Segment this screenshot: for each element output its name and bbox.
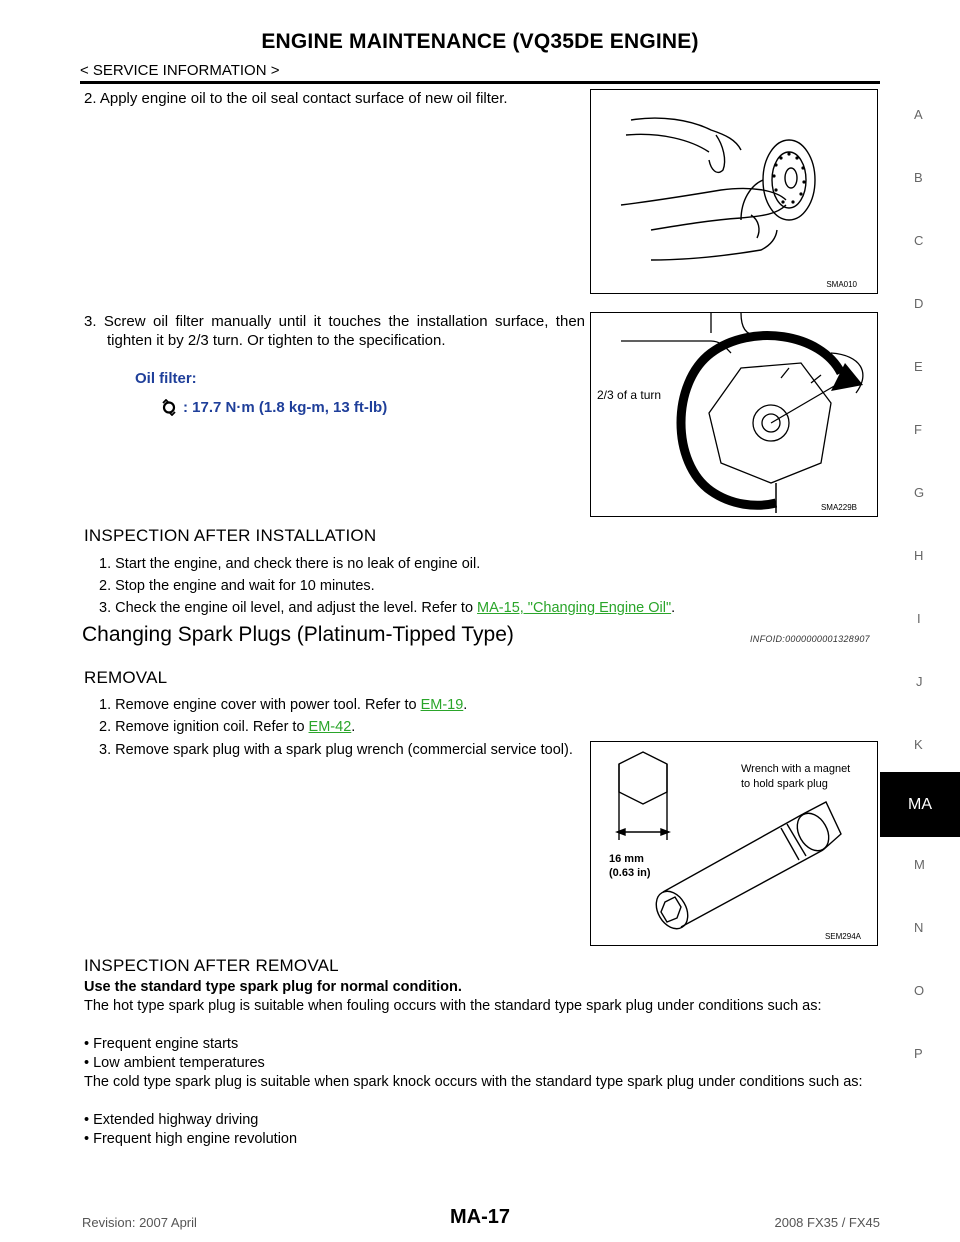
figure-filter-turn	[590, 312, 878, 517]
index-letter-i[interactable]: I	[917, 611, 921, 626]
list-item-punct: .	[671, 600, 676, 616]
index-letter-j[interactable]: J	[916, 674, 923, 689]
spec-value: : 17.7 N·m (1.8 kg-m, 13 ft-lb)	[183, 399, 388, 416]
list-item-text: 2. Remove ignition coil. Refer to	[99, 719, 309, 735]
section-index	[880, 0, 960, 1242]
footer-revision: Revision: 2007 April	[82, 1215, 197, 1230]
list-item-remove-spark-plug: 3. Remove spark plug with a spark plug wrench (commercial service tool).	[99, 742, 573, 758]
list-item: 2. Stop the engine and wait for 10 minutes.	[99, 578, 375, 594]
page-title: ENGINE MAINTENANCE (VQ35DE ENGINE)	[261, 30, 699, 53]
index-letter-e[interactable]: E	[914, 359, 923, 374]
link-em-19[interactable]: EM-19	[420, 697, 464, 713]
page-number: MA-17	[449, 1206, 510, 1228]
index-letter-d[interactable]: D	[914, 296, 924, 311]
info-id: INFOID:0000000001328907	[750, 634, 870, 644]
link-changing-engine-oil[interactable]: MA-15, "Changing Engine Oil"	[477, 600, 672, 616]
index-letter-g[interactable]: G	[914, 485, 925, 500]
header-divider	[80, 81, 880, 84]
torque-wrench-icon	[160, 399, 178, 416]
index-active-ma[interactable]	[880, 772, 960, 837]
index-letter-a[interactable]: A	[914, 107, 923, 122]
paragraph-cold-type: The cold type spark plug is suitable when spark knock occurs with the standard type spark plug under conditions such as:	[84, 1074, 863, 1090]
list-item: • Extended highway driving	[84, 1112, 259, 1128]
wrench-caption	[609, 763, 850, 879]
section-heading-inspection-removal: INSPECTION AFTER REMOVAL	[84, 956, 339, 975]
list-item-ignition-coil	[99, 718, 355, 737]
step-screw-filter: 3. Screw oil filter manually until it touches the installation surface, then tighten it by 2/3 turn. Or tighten to the specification.	[84, 313, 585, 349]
paragraph-hot-type: The hot type spark plug is suitable when fouling occurs with the standard type spark plug under conditions such as:	[84, 998, 822, 1014]
dimension-mm: 16 mm	[609, 853, 644, 865]
index-letter-n[interactable]: N	[914, 920, 924, 935]
section-title-spark-plugs: Changing Spark Plugs (Platinum-Tipped Type)	[82, 623, 514, 646]
link-em-42[interactable]: EM-42	[308, 719, 352, 735]
breadcrumb: < SERVICE INFORMATION >	[80, 62, 280, 79]
index-letter-p[interactable]: P	[914, 1046, 923, 1061]
list-item-punct: .	[351, 719, 356, 735]
list-item-text: 3. Check the engine oil level, and adjust the level. Refer to	[99, 600, 478, 616]
index-letter-k[interactable]: K	[914, 737, 923, 752]
section-heading-inspection-install: INSPECTION AFTER INSTALLATION	[84, 526, 377, 545]
list-item: • Frequent high engine revolution	[84, 1131, 298, 1147]
hands-filter-illustration	[591, 90, 877, 293]
turn-label: 2/3 of a turn	[597, 388, 662, 402]
index-letter-h[interactable]: H	[914, 548, 924, 563]
footer-model: 2008 FX35 / FX45	[774, 1215, 880, 1230]
figure-code: SMA010	[826, 280, 857, 289]
index-letter-o[interactable]: O	[914, 983, 925, 998]
step-apply-oil: 2. Apply engine oil to the oil seal contact surface of new oil filter.	[84, 90, 508, 107]
spec-label: Oil filter:	[135, 370, 197, 387]
figure-code: SMA229B	[820, 503, 857, 512]
index-letter-b[interactable]: B	[914, 170, 923, 185]
index-letter-c[interactable]: C	[914, 233, 924, 248]
list-item: 1. Start the engine, and check there is no leak of engine oil.	[99, 556, 481, 572]
figure-code: SEM294A	[824, 932, 861, 941]
index-active-label: MA	[908, 795, 932, 813]
list-item-text: 1. Remove engine cover with power tool. Refer to	[99, 697, 421, 713]
figure-oil-filter-hands	[590, 89, 878, 294]
list-item-punct: .	[463, 697, 468, 713]
turn-illustration	[591, 313, 877, 516]
list-item-check-oil	[99, 599, 675, 618]
list-item-engine-cover	[99, 696, 467, 715]
wrench-label-line1: Wrench with a magnet	[741, 763, 851, 775]
list-item: • Low ambient temperatures	[84, 1055, 265, 1071]
note-standard-plug: Use the standard type spark plug for normal condition.	[84, 979, 462, 995]
index-letter-f[interactable]: F	[914, 422, 922, 437]
section-heading-removal: REMOVAL	[84, 668, 168, 687]
dimension-in: (0.63 in)	[609, 867, 651, 879]
index-letter-m[interactable]: M	[914, 857, 925, 872]
wrench-label-line2: to hold spark plug	[741, 778, 828, 790]
wrench-illustration	[591, 742, 877, 945]
figure-spark-plug-wrench	[590, 741, 878, 946]
list-item: • Frequent engine starts	[84, 1036, 239, 1052]
